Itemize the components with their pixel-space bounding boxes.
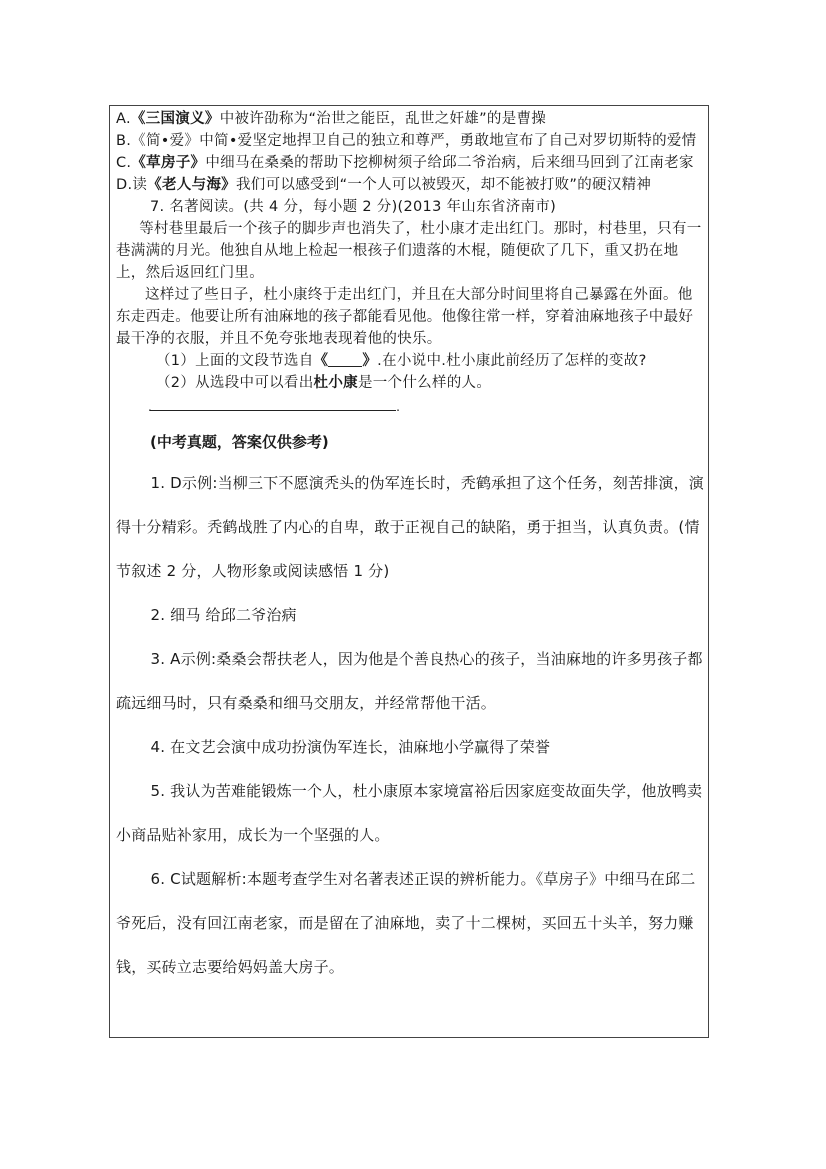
answer-item: 6. C试题解析:本题考查学生对名著表述正误的辨析能力。《草房子》中细马在邱二爷死后，没有回江南老家，而是留在了油麻地，卖了十二棵树，买回五十头羊，努力赚钱，买砖立志要给妈妈盖大房子。	[116, 870, 696, 976]
answer-line[interactable]: . .	[150, 396, 396, 411]
option-list	[116, 108, 706, 196]
option-d: D.读《老人与海》我们可以感受到“一个人可以被毁灭，却不能被打败”的硬汉精神	[116, 177, 652, 193]
answer-list	[116, 461, 706, 989]
fill-blank[interactable]	[328, 352, 362, 367]
document-content	[116, 108, 706, 989]
passage-paragraph: 这样过了些日子，杜小康终于走出红门，并且在大部分时间里将自己暴露在外面。他东走西走。他要让所有油麻地的孩子都能看见他。他像往常一样，穿着油麻地孩子中最好最干净的衣服，并且不免夸张地表现着他的快乐。	[116, 287, 694, 347]
option-a: A.《三国演义》中被许劭称为“治世之能臣，乱世之奸雄”的是曹操	[116, 111, 547, 127]
question-7-title: 7. 名著阅读。(共 4 分，每小题 2 分)(2013 年山东省济南市)	[150, 199, 557, 215]
sub-question-2: （2）从选段中可以看出杜小康是一个什么样的人。	[156, 375, 492, 391]
answer-item: 5. 我认为苦难能锻炼一个人，杜小康原本家境富裕后因家庭变故面失学，他放鸭卖小商品贴补家用，成长为一个坚强的人。	[116, 782, 703, 844]
answers-heading: (中考真题，答案仅供参考)	[150, 433, 329, 451]
answer-item: 2. 细马 给邱二爷治病	[150, 606, 297, 624]
option-b: B.《简•爱》中简•爱坚定地捍卫自己的独立和尊严，勇敢地宣布了自己对罗切斯特的爱情	[116, 133, 697, 149]
answer-item: 1. D示例:当柳三下不愿演秃头的伪军连长时，秃鹤承担了这个任务，刻苦排演，演得十分精彩。秃鹤战胜了内心的自卑，敢于正视自己的缺陷，勇于担当，认真负责。(情节叙述 2 分，人物形象或阅读感悟 1 分)	[116, 474, 704, 580]
sub-question-1: （1）上面的文段节选自《 》.在小说中.杜小康此前经历了怎样的变故?	[156, 353, 647, 369]
passage-paragraph: 等村巷里最后一个孩子的脚步声也消失了，杜小康才走出红门。那时，村巷里，只有一巷满满的月光。他独自从地上检起一根孩子们遗落的木棍，随便砍了几下，重又扔在地上，然后返回红门里。	[116, 221, 702, 281]
option-c: C.《草房子》中细马在桑桑的帮助下挖柳树须子给邱二爷治病，后来细马回到了江南老家	[116, 155, 694, 171]
answer-item: 4. 在文艺会演中成功扮演伪军连长，油麻地小学赢得了荣誉	[150, 738, 551, 756]
answer-item: 3. A示例:桑桑会帮扶老人，因为他是个善良热心的孩子，当油麻地的许多男孩子都疏远细马时，只有桑桑和细马交朋友，并经常帮他干活。	[116, 650, 703, 712]
